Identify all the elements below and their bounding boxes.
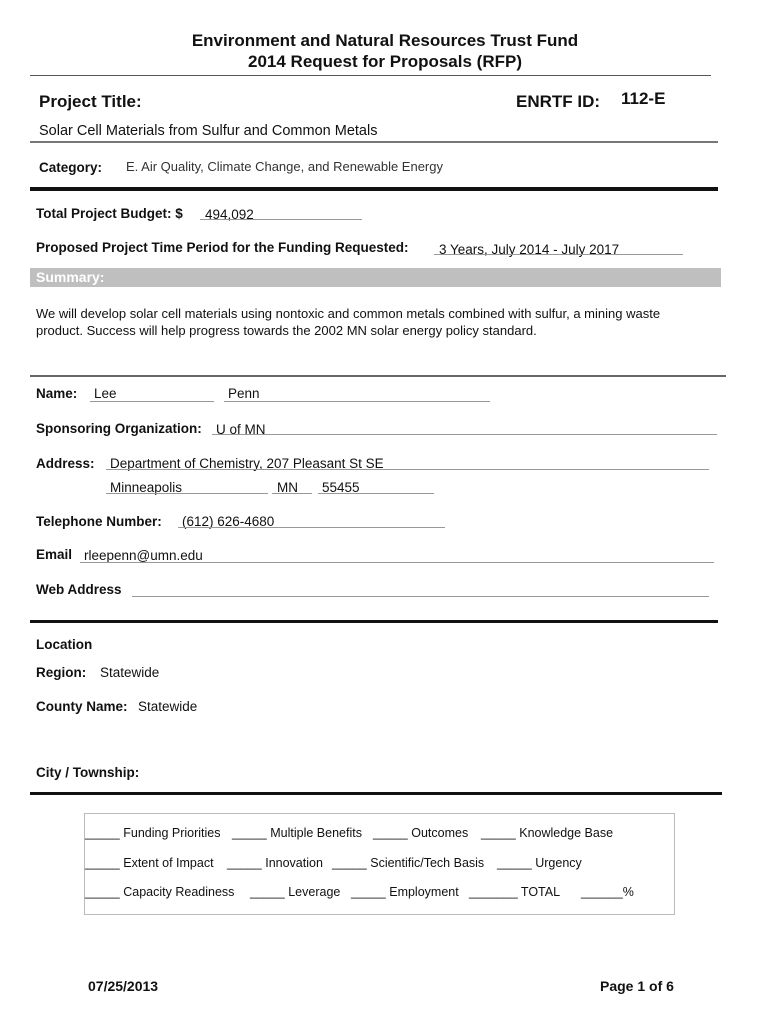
location-rule xyxy=(30,792,722,795)
zip-underline xyxy=(318,493,434,494)
document-subtitle: 2014 Request for Proposals (RFP) xyxy=(248,52,522,71)
summary-line-1: We will develop solar cell materials using nontoxic and common metals combined with sulfur, a mining waste xyxy=(36,306,661,321)
score-capacity-readiness[interactable]: _____ Capacity Readiness xyxy=(85,885,235,899)
period-value[interactable]: 3 Years, July 2014 - July 2017 xyxy=(439,242,620,257)
score-scientific-tech-basis[interactable]: _____ Scientific/Tech Basis xyxy=(332,856,485,870)
project-title-value: Solar Cell Materials from Sulfur and Common Metals xyxy=(39,123,378,139)
last-name-field[interactable]: Penn xyxy=(228,386,260,401)
category-value: E. Air Quality, Climate Change, and Renewable Energy xyxy=(126,159,443,174)
phone-underline xyxy=(178,527,445,528)
category-rule xyxy=(30,187,718,191)
org-field[interactable]: U of MN xyxy=(216,422,266,437)
web-label: Web Address xyxy=(36,582,122,597)
address-line1-underline xyxy=(106,469,709,470)
score-extent-of-impact[interactable]: _____ Extent of Impact xyxy=(85,856,214,870)
city-underline xyxy=(106,493,268,494)
region-value: Statewide xyxy=(100,665,160,680)
header-rule xyxy=(30,75,711,76)
org-label: Sponsoring Organization: xyxy=(36,421,202,436)
score-employment[interactable]: _____ Employment xyxy=(351,885,459,899)
summary-header: Summary: xyxy=(30,268,721,287)
county-label: County Name: xyxy=(36,699,128,714)
period-label: Proposed Project Time Period for the Funding Requested: xyxy=(36,240,409,255)
phone-label: Telephone Number: xyxy=(36,514,162,529)
location-heading: Location xyxy=(36,637,93,652)
document-title: Environment and Natural Resources Trust Fund xyxy=(191,31,579,50)
budget-value[interactable]: 494,092 xyxy=(205,207,254,222)
project-title-label: Project Title: xyxy=(39,92,142,111)
score-total[interactable]: _______ TOTAL xyxy=(469,885,561,899)
score-knowledge-base[interactable]: _____ Knowledge Base xyxy=(481,826,614,840)
score-urgency[interactable]: _____ Urgency xyxy=(497,856,582,870)
org-underline xyxy=(212,434,717,435)
summary-rule xyxy=(30,375,726,377)
state-field[interactable]: MN xyxy=(277,480,298,495)
summary-line-2: product. Success will help progress towards the 2002 MN solar energy policy standard. xyxy=(36,323,537,338)
name-label: Name: xyxy=(36,386,78,401)
state-underline xyxy=(272,493,312,494)
email-field[interactable]: rleepenn@umn.edu xyxy=(84,548,203,563)
zip-field[interactable]: 55455 xyxy=(322,480,360,495)
score-outcomes[interactable]: _____ Outcomes xyxy=(373,826,469,840)
score-percent[interactable]: ______% xyxy=(581,885,634,899)
first-name-field[interactable]: Lee xyxy=(94,386,117,401)
contact-rule xyxy=(30,620,718,623)
score-leverage[interactable]: _____ Leverage xyxy=(250,885,341,899)
phone-field[interactable]: (612) 626-4680 xyxy=(182,514,275,529)
category-label: Category: xyxy=(39,160,103,175)
first-name-underline xyxy=(90,401,214,402)
city-township-label: City / Township: xyxy=(36,765,140,780)
budget-underline xyxy=(200,219,362,220)
score-innovation[interactable]: _____ Innovation xyxy=(227,856,323,870)
web-underline xyxy=(132,596,709,597)
email-underline xyxy=(80,562,714,563)
scoring-box xyxy=(84,813,675,915)
address-label: Address: xyxy=(36,456,95,471)
county-value: Statewide xyxy=(138,699,198,714)
enrtf-id-value: 112-E xyxy=(621,89,666,108)
address-line1-field[interactable]: Department of Chemistry, 207 Pleasant St SE xyxy=(110,456,384,471)
score-funding-priorities[interactable]: _____ Funding Priorities xyxy=(85,826,221,840)
region-label: Region: xyxy=(36,665,87,680)
enrtf-id-label: ENRTF ID: xyxy=(516,92,601,111)
score-multiple-benefits[interactable]: _____ Multiple Benefits xyxy=(232,826,362,840)
budget-label: Total Project Budget: $ xyxy=(36,206,183,221)
email-label: Email xyxy=(36,547,73,562)
last-name-underline xyxy=(224,401,490,402)
title-rule xyxy=(30,141,718,143)
city-field[interactable]: Minneapolis xyxy=(110,480,183,495)
footer-date: 07/25/2013 xyxy=(88,978,159,994)
period-underline xyxy=(434,254,683,255)
footer-page-number: Page 1 of 6 xyxy=(600,978,674,994)
